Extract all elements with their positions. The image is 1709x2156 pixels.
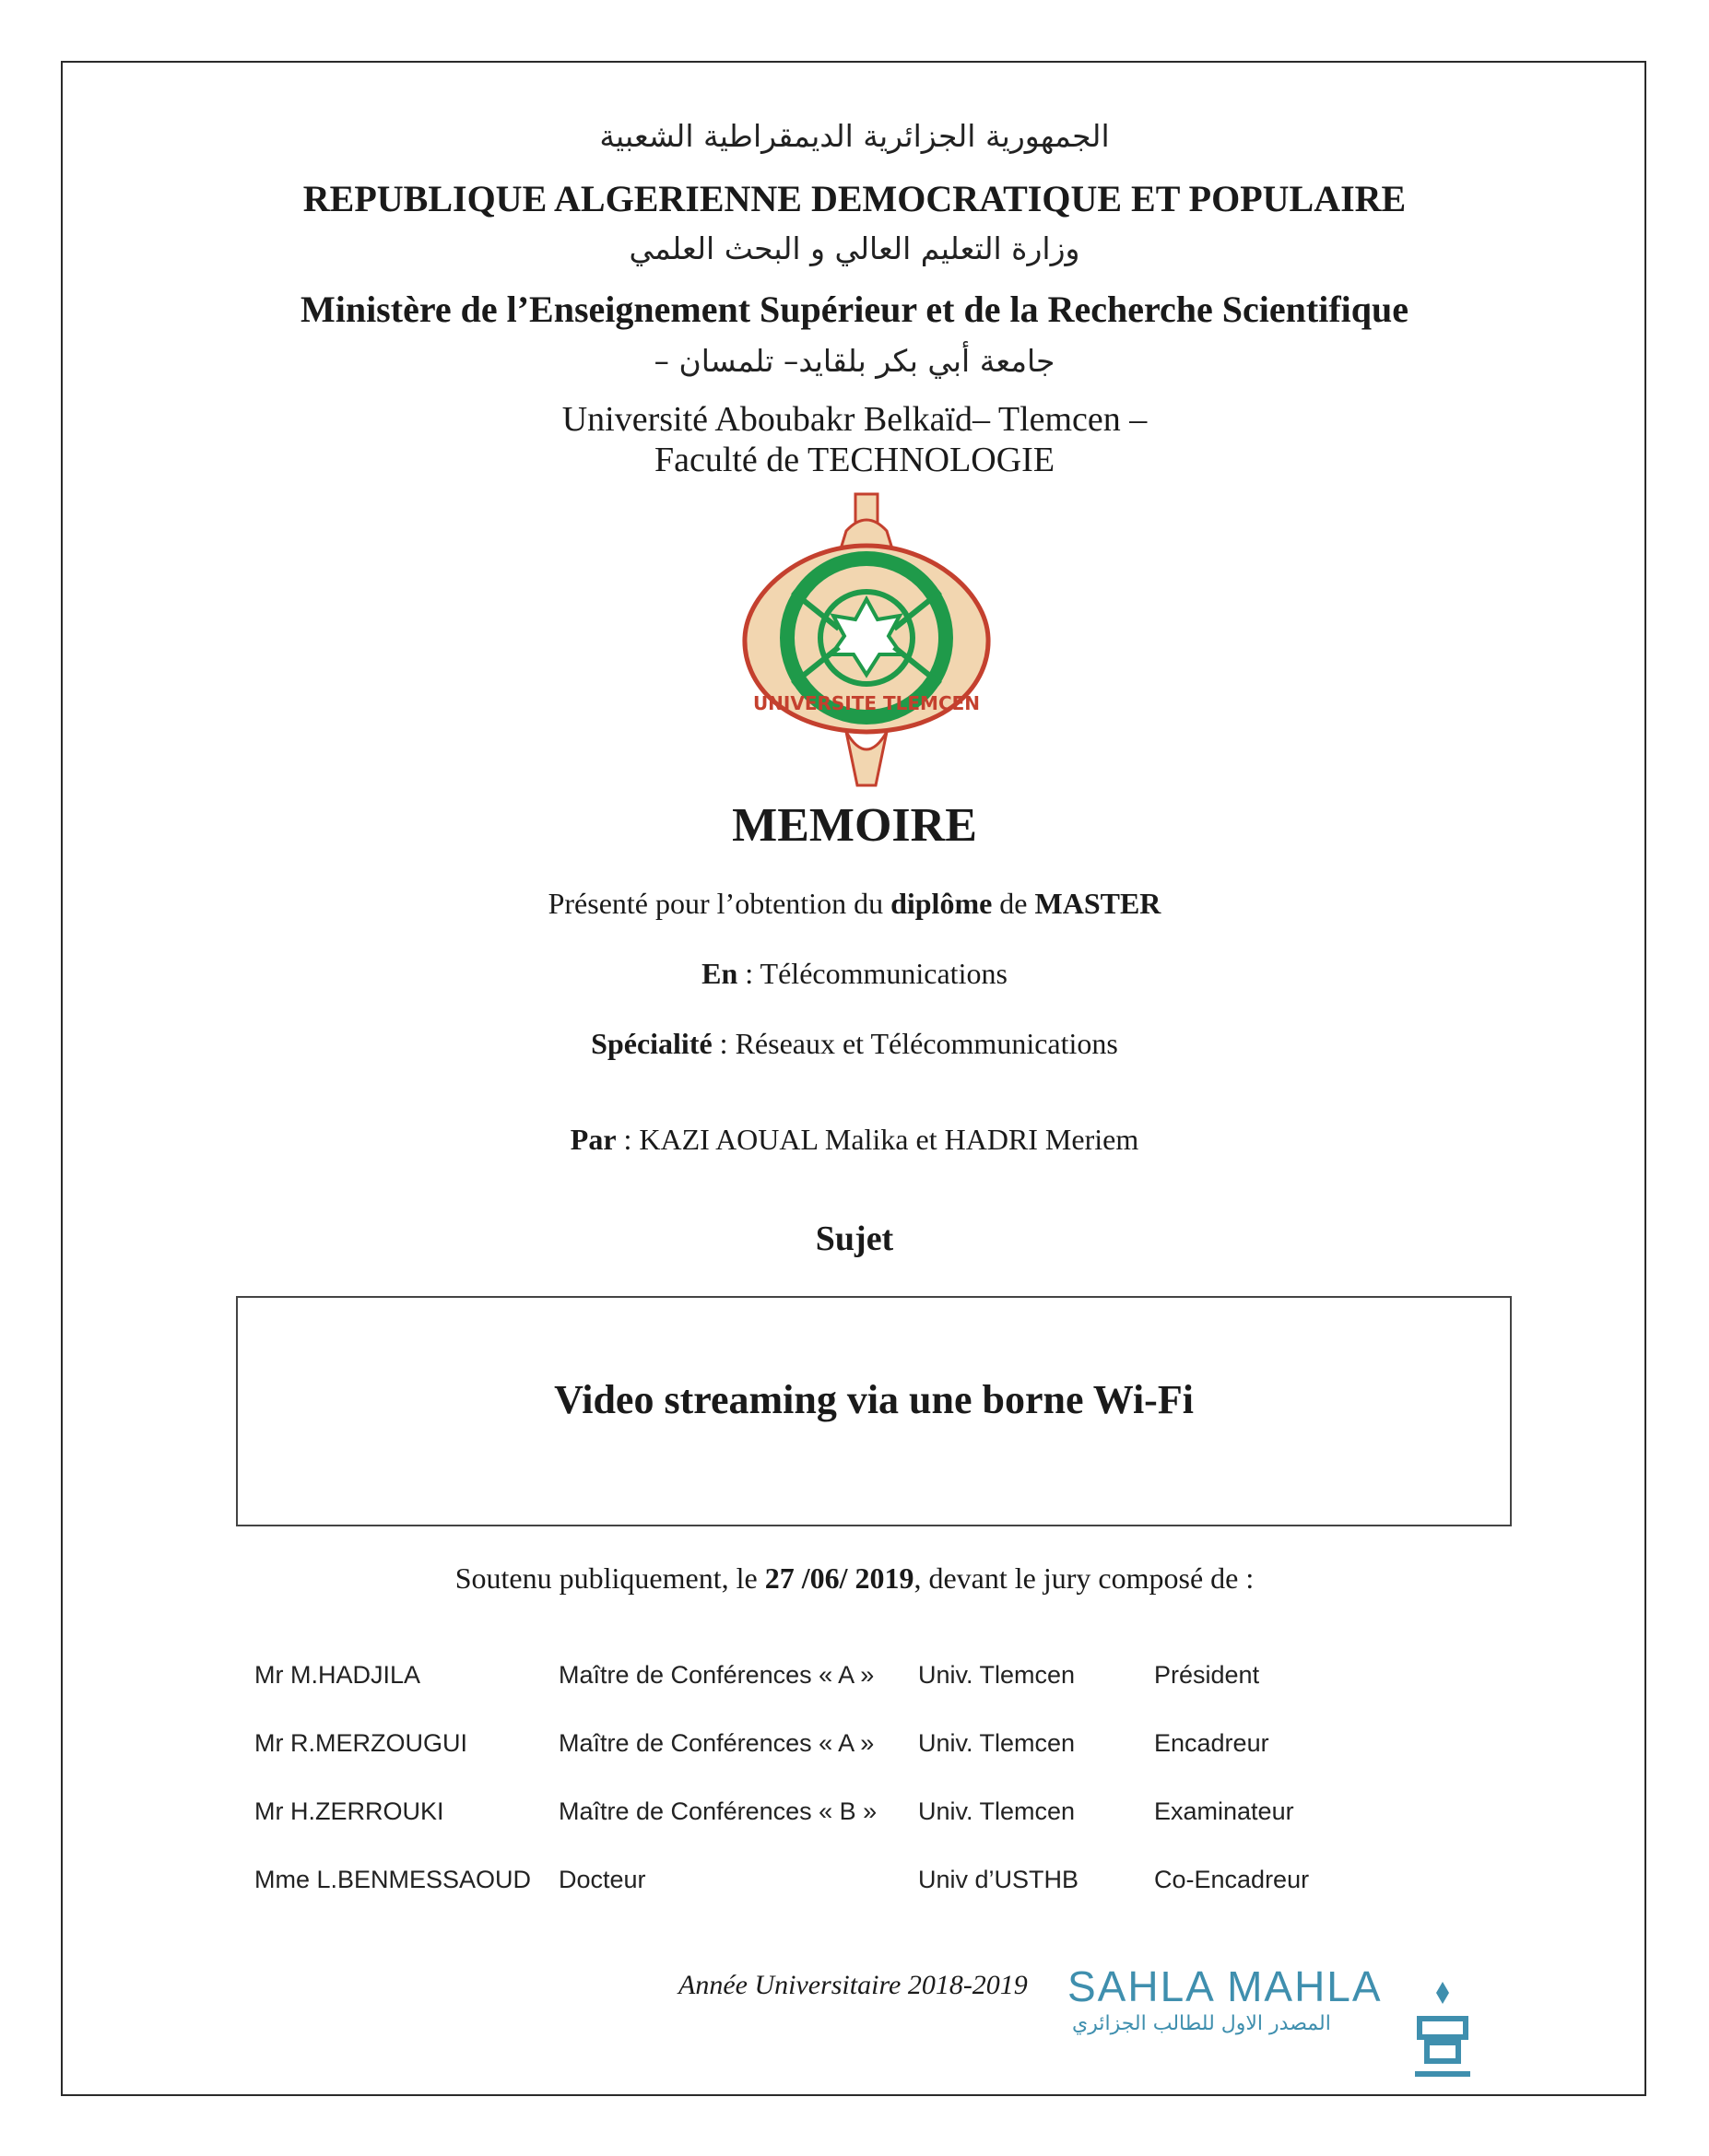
specialty-value: : Réseaux et Télécommunications [712, 1027, 1118, 1060]
presented-mid: de [992, 887, 1035, 920]
jury-institution: Univ. Tlemcen [918, 1661, 1076, 1689]
jury-name: Mme L.BENMESSAOUD [254, 1866, 532, 1893]
memoire-title: MEMOIRE [732, 799, 977, 852]
crest-text: UNIVERSITE TLEMCEN [752, 692, 981, 714]
presented-pre: Présenté pour l’obtention du [548, 887, 891, 920]
specialty-line [0, 1027, 1709, 1061]
arabic-ministry-heading: وزارة التعليم العالي و البحث العلمي [629, 230, 1080, 266]
faculty-name: Faculté de TECHNOLOGIE [654, 441, 1055, 479]
presented-line [0, 887, 1709, 921]
defense-pre: Soutenu publiquement, le [454, 1561, 765, 1595]
watermark-subtitle: المصدر الاول للطالب الجزائري [1072, 2012, 1331, 2035]
academic-year: Année Universitaire 2018-2019 [678, 1970, 1028, 2000]
jury-name: Mr R.MERZOUGUI [254, 1729, 467, 1757]
jury-row [254, 1797, 1453, 1866]
arabic-university-heading: جامعة أبي بكر بلقايد– تلمسان – [654, 343, 1055, 379]
watermark-title: SAHLA MAHLA [1067, 1962, 1383, 2010]
jury-name: Mr M.HADJILA [254, 1661, 421, 1689]
field-line [0, 957, 1709, 991]
jury-institution: Univ. Tlemcen [918, 1797, 1076, 1825]
jury-row [254, 1729, 1453, 1797]
field-label: En [701, 957, 738, 990]
jury-grade: Docteur [559, 1866, 646, 1893]
ministry-heading: Ministère de l’Enseignement Supérieur et de la Recherche Scientifique [300, 289, 1409, 330]
jury-role: Examinateur [1154, 1797, 1294, 1825]
jury-role: Président [1154, 1661, 1260, 1689]
jury-table [254, 1661, 1453, 1934]
defense-post: , devant le jury composé de : [913, 1561, 1255, 1595]
presented-master: MASTER [1034, 887, 1161, 920]
defense-line [0, 1561, 1709, 1596]
authors-label: Par [570, 1123, 617, 1156]
jury-row [254, 1661, 1453, 1729]
defense-date: 27 /06/ 2019 [764, 1561, 914, 1595]
jury-role: Co-Encadreur [1154, 1866, 1310, 1893]
republic-heading: REPUBLIQUE ALGERIENNE DEMOCRATIQUE ET POPULAIRE [302, 178, 1407, 219]
subject-box [236, 1296, 1512, 1526]
subject-title: Video streaming via une borne Wi-Fi [554, 1377, 1194, 1422]
jury-grade: Maître de Conférences « A » [559, 1729, 875, 1757]
university-name: Université Aboubakr Belkaïd– Tlemcen – [561, 400, 1148, 439]
university-crest-logo [737, 490, 996, 795]
jury-institution: Univ d’USTHB [918, 1866, 1079, 1893]
jury-institution: Univ. Tlemcen [918, 1729, 1076, 1757]
jury-row [254, 1866, 1453, 1934]
presented-diploma: diplôme [890, 887, 993, 920]
subject-heading: Sujet [815, 1219, 894, 1258]
specialty-label: Spécialité [591, 1027, 713, 1060]
jury-grade: Maître de Conférences « A » [559, 1661, 875, 1689]
authors-line [0, 1123, 1709, 1157]
arabic-republic-heading: الجمهورية الجزائرية الديمقراطية الشعبية [599, 118, 1110, 154]
field-value: : Télécommunications [737, 957, 1008, 990]
jury-grade: Maître de Conférences « B » [559, 1797, 878, 1825]
authors-value: : KAZI AOUAL Malika et HADRI Meriem [616, 1123, 1139, 1156]
jury-name: Mr H.ZERROUKI [254, 1797, 444, 1825]
jury-role: Encadreur [1154, 1729, 1269, 1757]
watermark-logo-icon [1410, 1982, 1475, 2083]
